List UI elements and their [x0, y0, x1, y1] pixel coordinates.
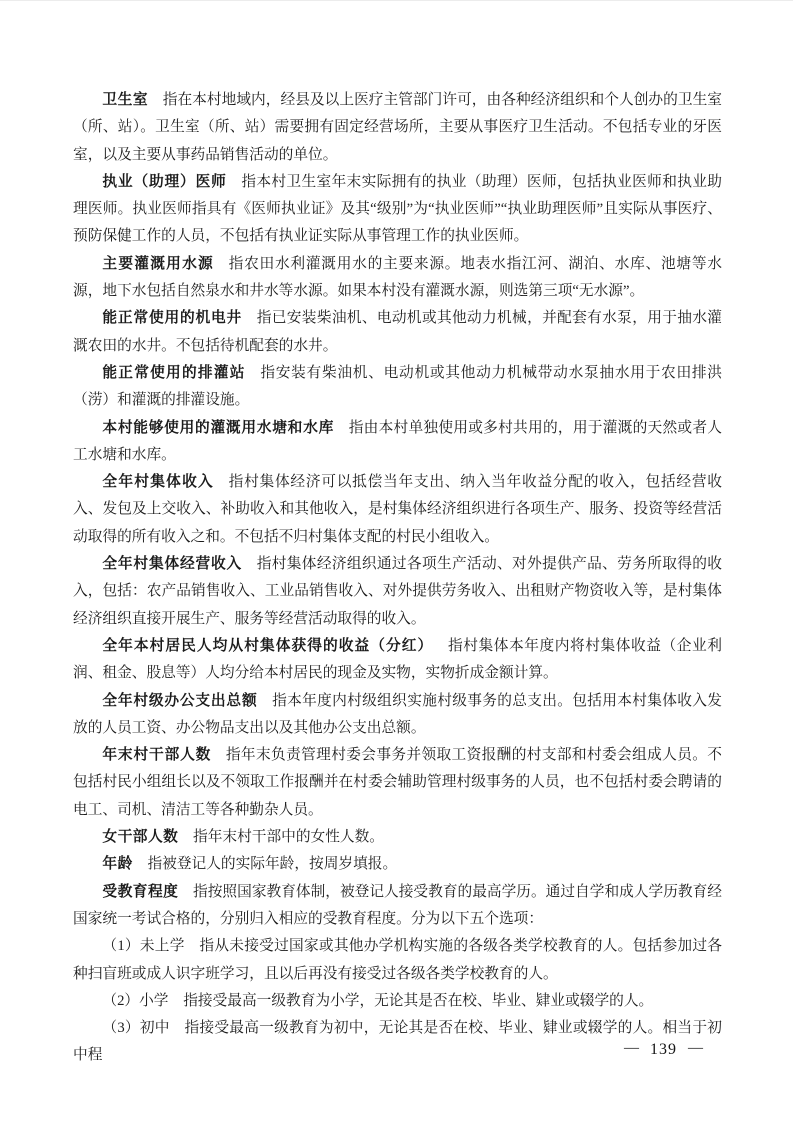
- definition-paragraph: [73, 633, 722, 688]
- definition-paragraph: [73, 933, 722, 988]
- definition-text: 指农田水利灌溉用水的主要来源。地表水指江河、湖泊、水库、池塘等水源，地下水包括自然泉水和井水等水源。如果本村没有灌溉水源，则选第三项“无水源”。: [73, 255, 722, 300]
- footer-left-dash: —: [624, 1040, 639, 1056]
- term-label: 全年村集体经营收入: [102, 556, 243, 573]
- term-label: （3）初中: [102, 1020, 170, 1037]
- definition-text: 指本村卫生室年末实际拥有的执业（助理）医师，包括执业医师和执业助理医师。执业医师指具有《医师执业证》及其“级别”为“执业医师”“执业助理医师”且实际从事医疗、预防保健工作的人员，不包括有执业证实际从事管理工作的执业医师。: [73, 173, 722, 245]
- definition-text: 指本年度内村级组织实施村级事务的总支出。包括用本村集体收入发放的人员工资、办公物品支出以及其他办公支出总额。: [73, 692, 722, 736]
- definition-text: 指年末负责管理村委会事务并领取工资报酬的村支部和村委会组成人员。不包括村民小组组长以及不领取工作报酬并在村委会辅助管理村级事务的人员，也不包括村委会聘请的电工、司机、清洁工等各种勤杂人员。: [73, 747, 722, 818]
- definition-text: 指年末村干部中的女性人数。: [193, 829, 384, 846]
- definition-text: 指村集体本年度内将村集体收益（企业利润、租金、股息等）人均分给本村居民的现金及实物，实物折成金额计算。: [73, 637, 722, 682]
- definition-paragraph: [73, 824, 722, 851]
- term-label: 全年村集体收入: [102, 474, 214, 491]
- definition-text: 指已安装柴油机、电动机或其他动力机械，并配套有水泵，用于抽水灌溉农田的水井。不包括待机配套的水井。: [73, 310, 722, 354]
- term-label: 年龄: [102, 856, 133, 873]
- page-footer: [0, 1041, 703, 1059]
- definition-paragraph: [73, 879, 722, 934]
- term-label: 主要灌溉用水源: [102, 255, 214, 272]
- definition-paragraph: [73, 742, 722, 824]
- definition-text: 指接受最高一级教育为初中，无论其是否在校、毕业、肄业或辍学的人。相当于初中程: [73, 1020, 722, 1064]
- term-label: （1）未上学: [102, 938, 185, 955]
- definition-text: 指安装有柴油机、电动机或其他动力机械带动水泵抽水用于农田排洪（涝）和灌溉的排灌设施。: [73, 364, 722, 409]
- footer-right-dash: —: [688, 1040, 703, 1056]
- definition-paragraph: [73, 551, 722, 633]
- definitions-list: [73, 87, 722, 1070]
- term-label: 本村能够使用的灌溉用水塘和水库: [102, 419, 335, 436]
- term-label: 能正常使用的机电井: [102, 310, 243, 327]
- term-label: （2）小学: [102, 992, 169, 1009]
- definition-paragraph: [73, 305, 722, 360]
- definition-text: 指接受最高一级教育为小学，无论其是否在校、毕业、肄业或辍学的人。: [183, 992, 654, 1009]
- definition-paragraph: [73, 851, 722, 878]
- term-label: 能正常使用的排灌站: [102, 364, 246, 381]
- definition-paragraph: [73, 469, 722, 551]
- definition-text: 指村集体经济组织通过各项生产活动、对外提供产品、劳务所取得的收入，包括：农产品销售收入、工业品销售收入、对外提供劳务收入、出租财产物资收入等，是村集体经济组织直接开展生产、服务等经营活动取得的收入。: [73, 556, 722, 627]
- term-label: 受教育程度: [102, 883, 179, 900]
- definition-text: 指由本村单独使用或多村共用的，用于灌溉的天然或者人工水塘和水库。: [73, 419, 722, 463]
- definition-paragraph: [73, 688, 722, 743]
- definition-text: 指被登记人的实际年龄，按周岁填报。: [147, 856, 398, 873]
- term-label: 卫生室: [102, 92, 149, 108]
- term-label: 年末村干部人数: [102, 747, 212, 764]
- term-label: 全年村级办公支出总额: [102, 692, 258, 709]
- definition-text: 指从未接受过国家或其他办学机构实施的各级各类学校教育的人。包括参加过各种扫盲班或成人识字班学习，且以后再没有接受过各级各类学校教育的人。: [73, 938, 722, 982]
- term-label: 全年本村居民人均从村集体获得的收益（分红）: [102, 637, 434, 654]
- definition-text: 指村集体经济可以抵偿当年支出、纳入当年收益分配的收入，包括经营收入、发包及上交收入、补助收入和其他收入，是村集体经济组织进行各项生产、服务、投资等经营活动取得的所有收入之和。不包括不归村集体支配的村民小组收入。: [73, 474, 722, 545]
- term-label: 执业（助理）医师: [102, 173, 227, 190]
- definition-paragraph: [73, 251, 722, 306]
- page-number: 139: [650, 1041, 677, 1058]
- definition-paragraph: [73, 415, 722, 470]
- definition-text: 指在本村地域内，经县及以上医疗主管部门许可，由各种经济组织和个人创办的卫生室（所、站）。卫生室（所、站）需要拥有固定经营场所，主要从事医疗卫生活动。不包括专业的牙医室，以及主要从事药品销售活动的单位。: [73, 92, 722, 163]
- definition-paragraph: [73, 169, 722, 251]
- definition-text: 指按照国家教育体制，被登记人接受教育的最高学历。通过自学和成人学历教育经国家统一考试合格的，分别归入相应的受教育程度。分为以下五个选项：: [73, 883, 722, 927]
- definition-paragraph: [73, 87, 722, 169]
- definition-paragraph: [73, 988, 722, 1015]
- term-label: 女干部人数: [102, 829, 179, 846]
- definition-paragraph: [73, 360, 722, 415]
